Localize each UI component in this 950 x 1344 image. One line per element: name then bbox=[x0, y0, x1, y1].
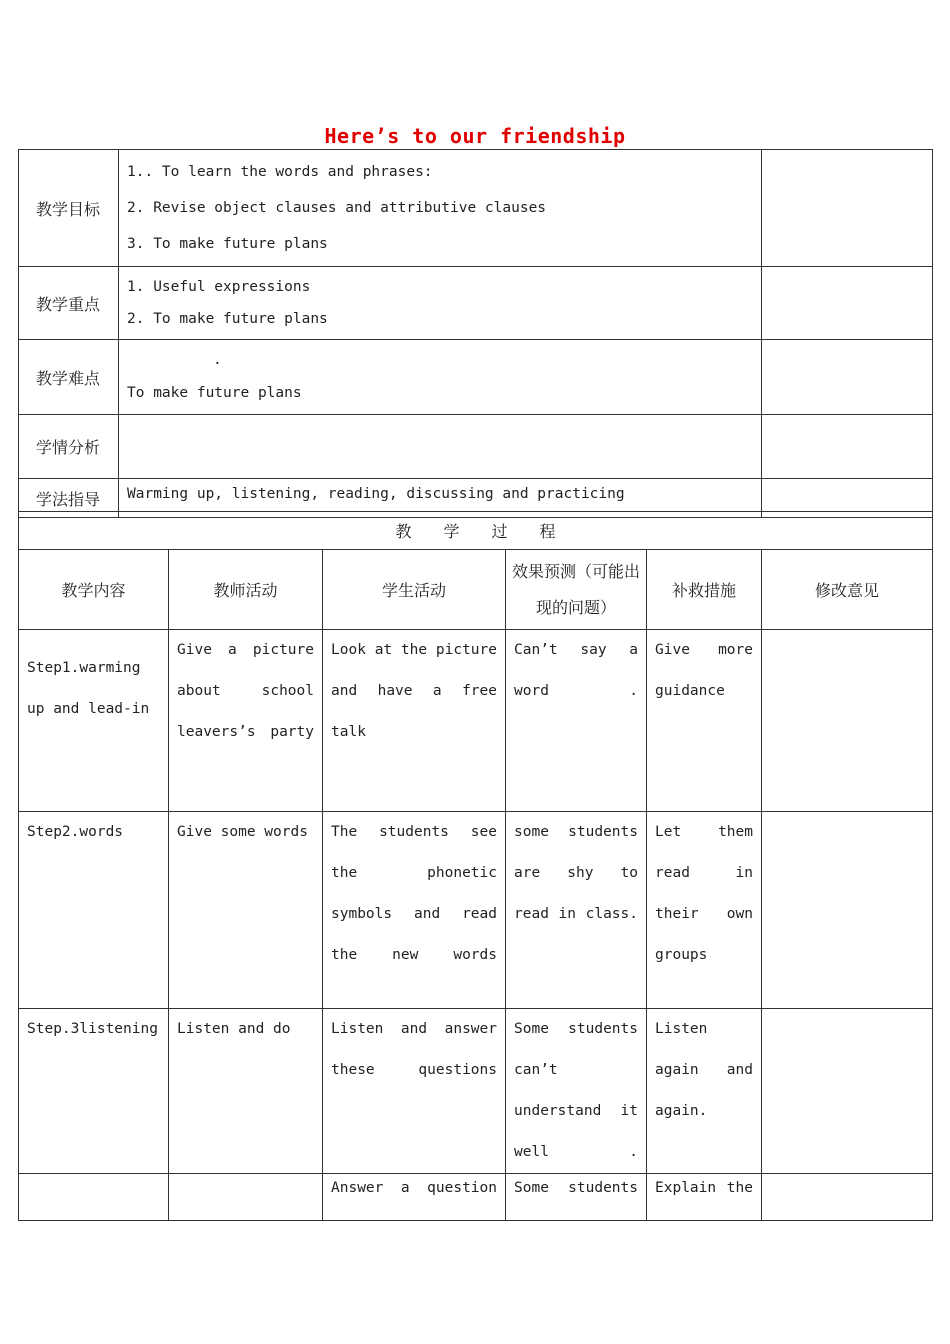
info-line: To make future plans bbox=[127, 385, 302, 401]
info-note-cell bbox=[762, 150, 933, 267]
column-header: 修改意见 bbox=[762, 550, 933, 630]
table-row bbox=[19, 812, 933, 1009]
info-line: 1.. To learn the words and phrases: bbox=[127, 164, 433, 180]
info-line: . bbox=[213, 352, 222, 368]
student-activity: Listen and answer these questions bbox=[323, 1009, 506, 1174]
info-label: 教学难点 bbox=[19, 340, 119, 415]
info-row-difficulties bbox=[19, 340, 933, 415]
effect-prediction: some students are shy to read in class. bbox=[506, 812, 647, 1009]
step-content bbox=[19, 1174, 169, 1221]
remedy: Listen again and again. bbox=[647, 1009, 762, 1174]
info-note-cell bbox=[762, 340, 933, 415]
remedy: Let them read in their own groups bbox=[647, 812, 762, 1009]
table-row bbox=[19, 630, 933, 812]
effect-prediction: Some students can’t understand it well . bbox=[506, 1009, 647, 1174]
info-label: 学情分析 bbox=[19, 415, 119, 479]
info-label: 教学重点 bbox=[19, 267, 119, 340]
revision-note bbox=[762, 1174, 933, 1221]
table-row bbox=[19, 1174, 933, 1221]
student-activity: The students see the phonetic symbols and read the new words bbox=[323, 812, 506, 1009]
effect-prediction: Can’t say a word . bbox=[506, 630, 647, 812]
column-header: 教学内容 bbox=[19, 550, 169, 630]
process-table bbox=[18, 511, 933, 1221]
info-row-objectives bbox=[19, 150, 933, 267]
process-header: 教 学 过 程 bbox=[19, 512, 933, 550]
student-activity: Answer a question bbox=[323, 1174, 506, 1221]
info-note-cell bbox=[762, 415, 933, 479]
column-header: 教师活动 bbox=[169, 550, 323, 630]
document-title: Here’s to our friendship bbox=[324, 124, 626, 148]
teacher-activity: Give some words bbox=[169, 812, 323, 1009]
info-label: 教学目标 bbox=[19, 150, 119, 267]
teacher-activity bbox=[169, 1174, 323, 1221]
revision-note bbox=[762, 812, 933, 1009]
info-row-key-points bbox=[19, 267, 933, 340]
step-content: Step.3listening bbox=[19, 1009, 169, 1174]
info-line: 2. To make future plans bbox=[127, 311, 328, 327]
table-row bbox=[19, 1009, 933, 1174]
info-line: Warming up, listening, reading, discussing and practicing bbox=[127, 486, 625, 502]
column-header-row bbox=[19, 550, 933, 630]
info-line: 3. To make future plans bbox=[127, 236, 328, 252]
student-activity: Look at the picture and have a free talk bbox=[323, 630, 506, 812]
column-header: 学生活动 bbox=[323, 550, 506, 630]
revision-note bbox=[762, 1009, 933, 1174]
effect-prediction: Some students bbox=[506, 1174, 647, 1221]
remedy: Explain the bbox=[647, 1174, 762, 1221]
step-content: Step2.words bbox=[19, 812, 169, 1009]
column-header: 效果预测（可能出现的问题） bbox=[506, 550, 647, 630]
info-label: 学法指导 bbox=[19, 479, 119, 518]
column-header: 补救措施 bbox=[647, 550, 762, 630]
info-line: 1. Useful expressions bbox=[127, 279, 311, 295]
info-note-cell bbox=[762, 267, 933, 340]
teacher-activity: Listen and do bbox=[169, 1009, 323, 1174]
info-table bbox=[18, 149, 933, 518]
step-content: Step1.warming up and lead-in bbox=[19, 630, 169, 812]
info-row-analysis bbox=[19, 415, 933, 479]
process-header-row bbox=[19, 512, 933, 550]
teacher-activity: Give a picture about school leavers’s party bbox=[169, 630, 323, 812]
remedy: Give more guidance bbox=[647, 630, 762, 812]
revision-note bbox=[762, 630, 933, 812]
info-line: 2. Revise object clauses and attributive clauses bbox=[127, 200, 547, 216]
